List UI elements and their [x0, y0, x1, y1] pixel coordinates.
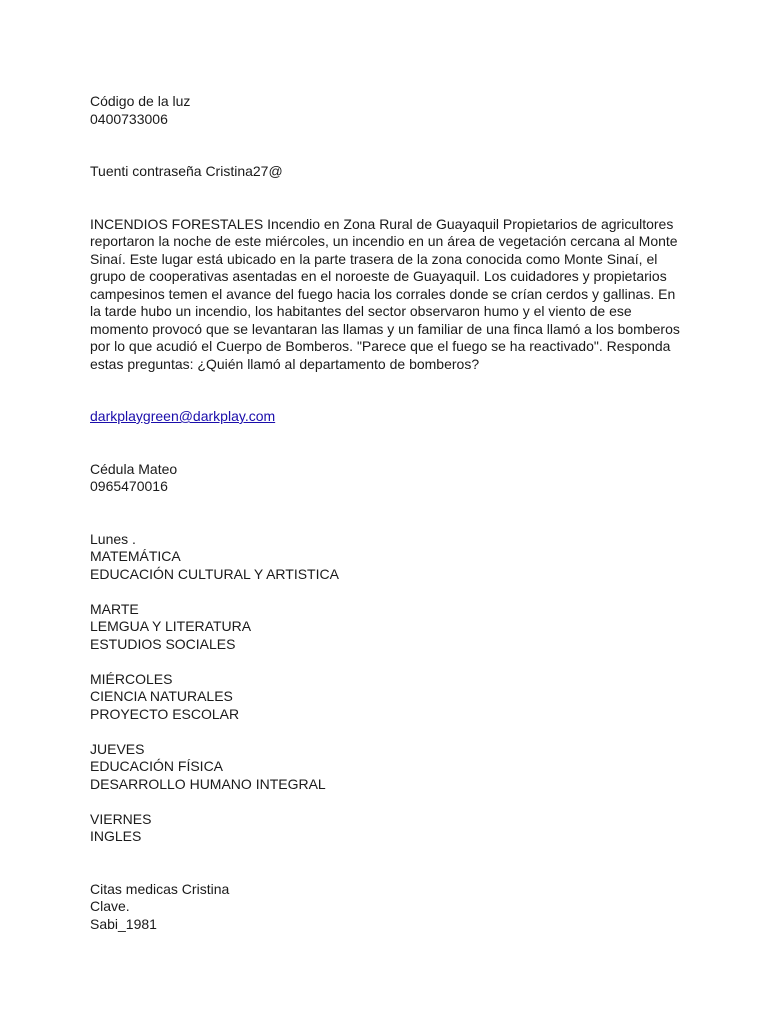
- subject-item: MATEMÁTICA: [90, 548, 181, 564]
- schedule-marte: [90, 601, 680, 654]
- schedule-miercoles: [90, 671, 680, 724]
- luz-label: Código de la luz: [90, 93, 191, 109]
- clave-label: Clave.: [90, 898, 130, 914]
- subject-item: DESARROLLO HUMANO INTEGRAL: [90, 775, 326, 792]
- luz-code: 0400733006: [90, 110, 168, 127]
- day-heading: MIÉRCOLES: [90, 670, 173, 687]
- day-heading: MARTE: [90, 600, 139, 617]
- clave-value: Sabi_1981: [90, 915, 157, 932]
- subject-item: CIENCIA NATURALES: [90, 688, 233, 704]
- citas-title: Citas medicas Cristina: [90, 880, 230, 897]
- subject-item: EDUCACIÓN CULTURAL Y ARTISTICA: [90, 565, 339, 582]
- document-page: [90, 93, 680, 933]
- subject-item: EDUCACIÓN FÍSICA: [90, 758, 224, 774]
- subject-item: PROYECTO ESCOLAR: [90, 705, 240, 722]
- cedula-label: Cédula Mateo: [90, 460, 178, 477]
- cedula-number: 0965470016: [90, 478, 168, 494]
- day-heading: JUEVES: [90, 740, 145, 757]
- subject-item: LEMGUA Y LITERATURA: [90, 618, 252, 634]
- day-heading: VIERNES: [90, 810, 152, 827]
- subject-item: INGLES: [90, 828, 142, 844]
- email-link[interactable]: darkplaygreen@darkplay.com: [90, 408, 276, 424]
- schedule-jueves: [90, 741, 680, 794]
- day-heading: Lunes .: [90, 530, 136, 547]
- schedule-viernes: [90, 811, 680, 846]
- subject-item: ESTUDIOS SOCIALES: [90, 635, 236, 652]
- incendios-paragraph: INCENDIOS FORESTALES Incendio en Zona Rural de Guayaquil Propietarios de agricultores reportaron la noche de este miércoles, un incendio en un área de vegetación cercana al Monte Sinaí. Este lugar está ubicado en la parte trasera de la zona conocida como Monte Sinaí, el grupo de cooperativas asentadas en el noroeste de Guayaquil. Los cuidadores y propietarios campesinos temen el avance del fuego hacia los corrales donde se crían cerdos y gallinas. En la tarde hubo un incendio, los habitantes del sector observaron humo y el viento de ese momento provocó que se levantaran las llamas y un familiar de una finca llamó a los bomberos por lo que acudió el Cuerpo de Bomberos. "Parece que el fuego se ha reactivado". Responda estas preguntas: ¿Quién llamó al departamento de bomberos?: [90, 215, 680, 372]
- schedule-lunes: [90, 531, 680, 584]
- tuenti-password-note: Tuenti contraseña Cristina27@: [90, 163, 283, 179]
